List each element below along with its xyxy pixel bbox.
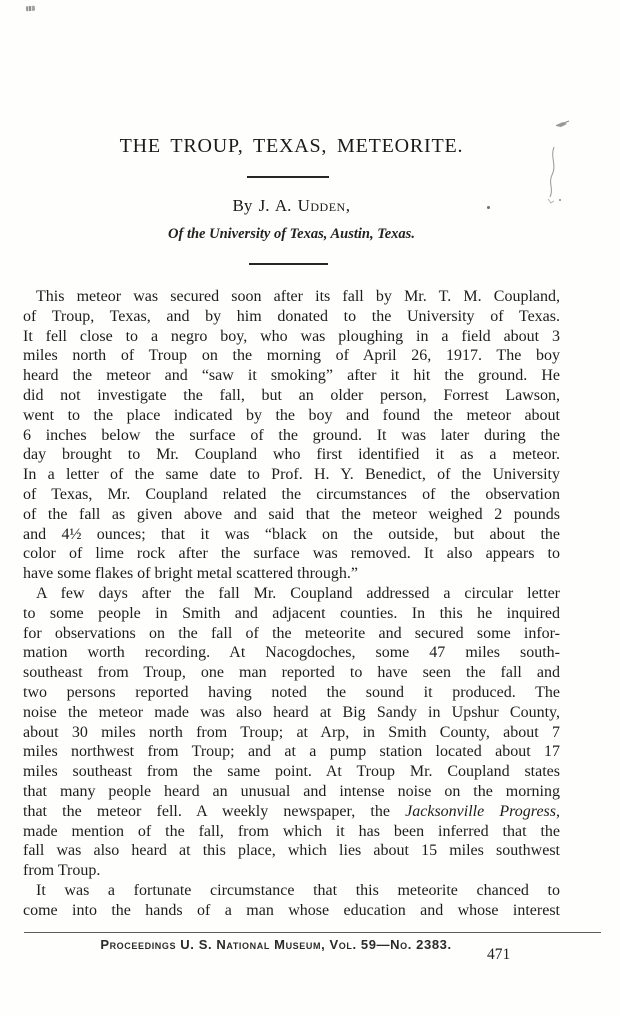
page-number: 471 — [487, 946, 511, 963]
text-line: miles north of Troup on the morning of April 26, 1917. The boy — [23, 347, 560, 365]
text-line: miles northwest from Troup; and at a pump station located about 17 — [23, 743, 560, 761]
byline-author: Udden, — [297, 196, 351, 215]
newspaper-name: Jacksonville Progress — [405, 802, 556, 820]
text-line: mation worth recording. At Nacogdoches, some 47 miles south- — [23, 644, 560, 662]
text-line: did not investigate the fall, but an older person, Forrest Lawson, — [23, 386, 560, 404]
text-line: day brought to Mr. Coupland who first identified it as a meteor. — [23, 446, 560, 464]
article-body — [23, 287, 560, 921]
text-line: southeast from Troup, one man reported to have seen the fall and — [23, 664, 560, 682]
scan-squiggle-icon — [538, 115, 578, 215]
text-line: of Troup, Texas, and by him donated to the University of Texas. — [23, 307, 560, 325]
text-line: about 30 miles north from Troup; at Arp, in Smith County, about 7 — [23, 723, 560, 741]
text-segment: , — [556, 802, 560, 820]
text-line: In a letter of the same date to Prof. H. Y. Benedict, of the University — [23, 466, 560, 484]
text-line — [23, 802, 560, 822]
text-line: two persons reported having noted the sound it produced. The — [23, 683, 560, 701]
text-line: that many people heard an unusual and intense noise on the morning — [23, 782, 560, 800]
text-line: of Texas, Mr. Coupland related the circumstances of the observation — [23, 485, 560, 503]
text-line: heard the meteor and “saw it smoking” after it hit the ground. He — [23, 367, 560, 385]
text-line: come into the hands of a man whose education and whose interest — [23, 901, 560, 919]
footer-caption: Proceedings U. S. National Museum, Vol. 59—No. 2383. — [100, 937, 452, 952]
text-line: fall was also heard at this place, which lies about 15 miles southwest — [23, 842, 560, 860]
text-line: noise the meteor made was also heard at Big Sandy in Upshur County, — [23, 703, 560, 721]
text-segment: that the meteor fell. A weekly newspaper, the — [23, 802, 406, 820]
text-line: have some flakes of bright metal scattered through.” — [23, 565, 358, 583]
text-line: and 4½ ounces; that it was “black on the outside, but about the — [23, 525, 560, 543]
byline-prefix: By J. A. — [232, 196, 298, 215]
text-line: A few days after the fall Mr. Coupland addressed a circular letter — [36, 584, 560, 602]
text-line: It fell close to a negro boy, who was ploughing in a field about 3 — [23, 327, 560, 345]
text-line: color of lime rock after the surface was removed. It also appears to — [23, 545, 560, 563]
header-divider-top — [247, 176, 329, 178]
header-divider-bottom — [249, 263, 328, 265]
scan-dot-icon — [487, 206, 490, 209]
text-line: for observations on the fall of the meteorite and secured some infor- — [23, 624, 560, 642]
text-line: of the fall as given above and said that the meteor weighed 2 pounds — [23, 505, 560, 523]
byline — [23, 196, 560, 216]
page-title: THE TROUP, TEXAS, METEORITE. — [119, 135, 464, 157]
text-line: from Troup. — [23, 862, 101, 880]
scan-smudge-icon — [26, 6, 35, 12]
text-line: It was a fortunate circumstance that this meteorite chanced to — [36, 881, 560, 899]
affiliation: Of the University of Texas, Austin, Texas. — [168, 226, 415, 242]
text-line: miles southeast from the same point. At Troup Mr. Coupland states — [23, 763, 560, 781]
footer-rule — [24, 932, 601, 933]
text-line: went to the place indicated by the boy and found the meteor about — [23, 406, 560, 424]
text-line: made mention of the fall, from which it has been inferred that the — [23, 822, 560, 840]
text-line: 6 inches below the surface of the ground. It was later during the — [23, 426, 560, 444]
text-line: This meteor was secured soon after its fall by Mr. T. M. Coupland, — [36, 288, 560, 305]
text-line: to some people in Smith and adjacent counties. In this he inquired — [23, 604, 560, 622]
